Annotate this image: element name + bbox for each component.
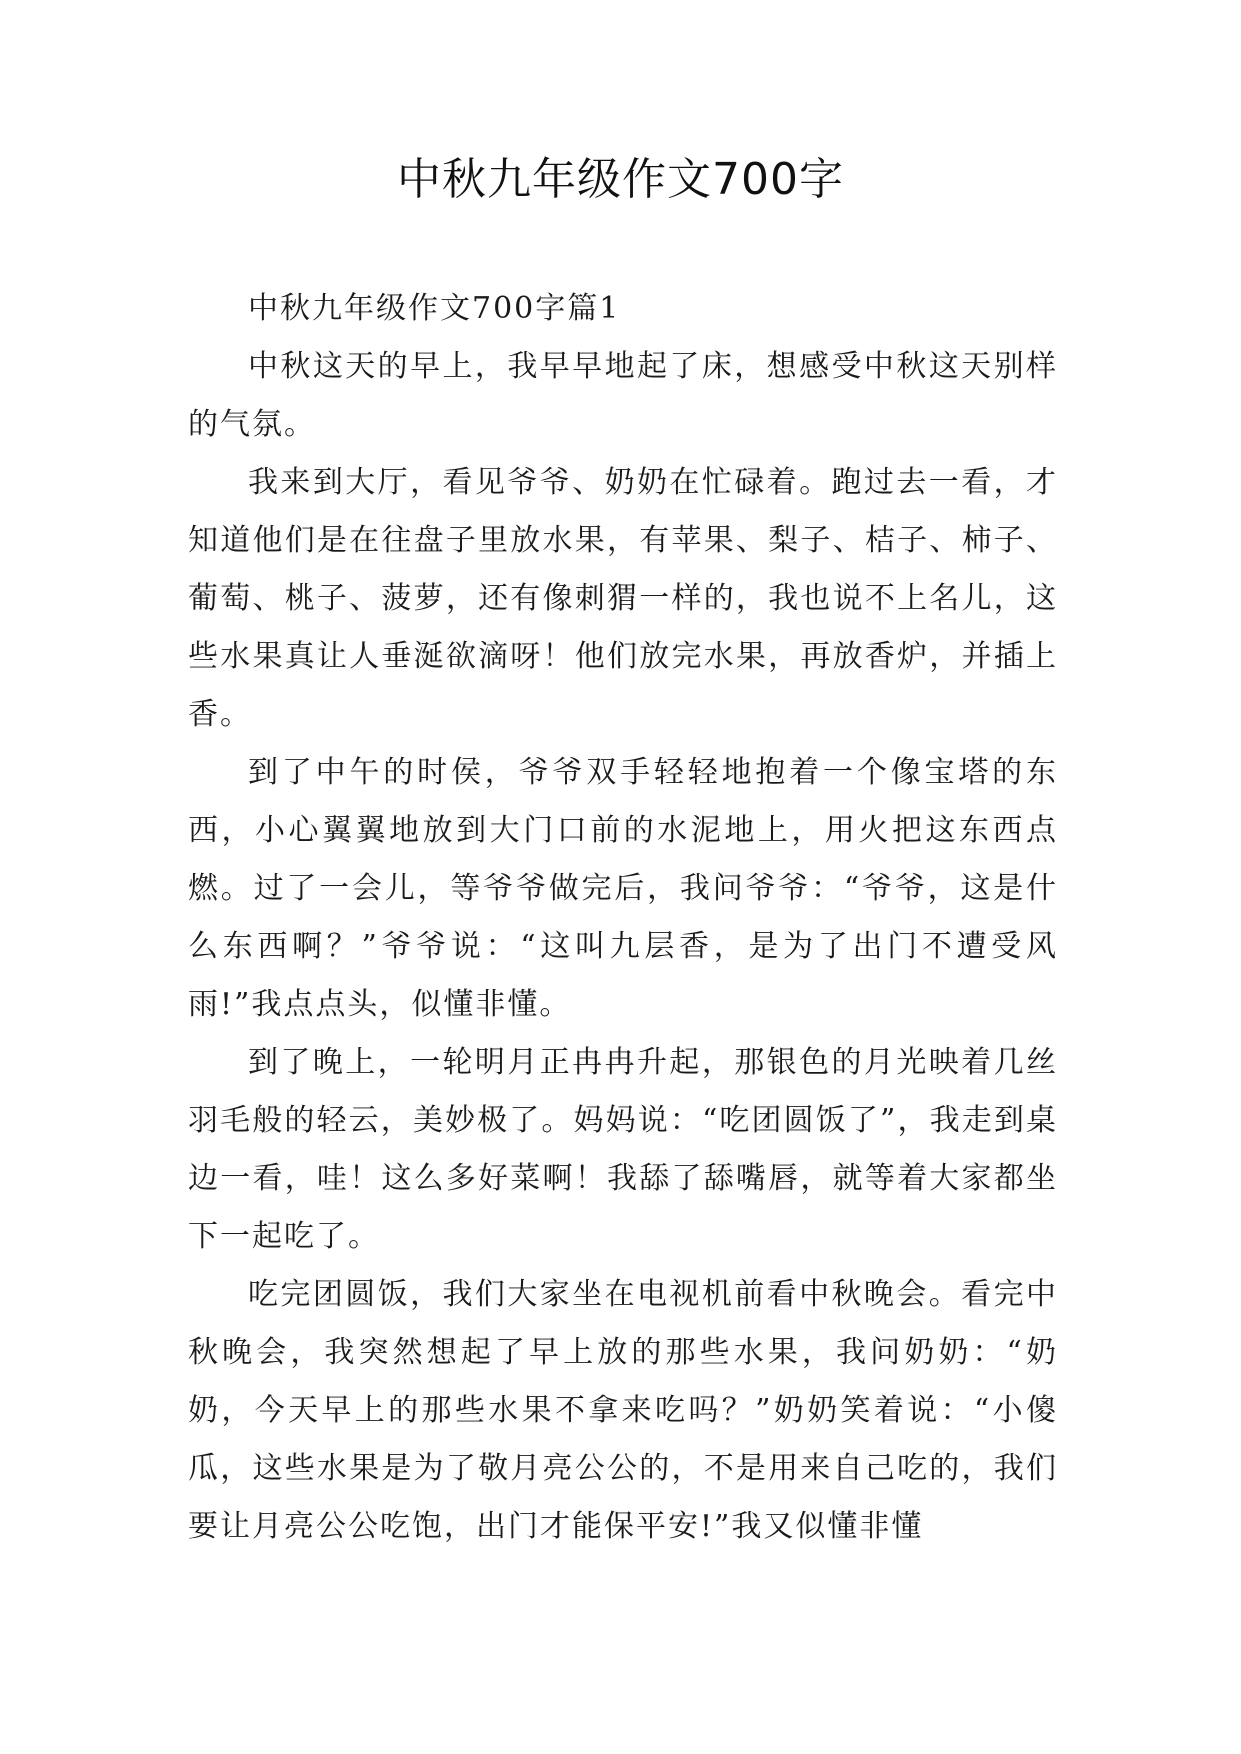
paragraph: 中秋这天的早上，我早早地起了床，想感受中秋这天别样的气氛。 [188, 349, 1058, 442]
document-title: 中秋九年级作文700字 [397, 154, 844, 205]
document-body [188, 280, 1058, 1556]
paragraph: 到了中午的时侯，爷爷双手轻轻地抱着一个像宝塔的东西，小心翼翼地放到大门口前的水泥地上，用火把这东西点燃。过了一会儿，等爷爷做完后，我问爷爷：“爷爷，这是什么东西啊？”爷爷说：“这叫九层香，是为了出门不遭受风雨!”我点点头，似懂非懂。 [188, 755, 1058, 1022]
section-heading: 中秋九年级作文700字篇1 [248, 291, 621, 326]
paragraph: 我来到大厅，看见爷爷、奶奶在忙碌着。跑过去一看，才知道他们是在往盘子里放水果，有苹果、梨子、桔子、柿子、葡萄、桃子、菠萝，还有像刺猬一样的，我也说不上名儿，这些水果真让人垂涎欲滴呀！他们放完水果，再放香炉，并插上香。 [188, 465, 1058, 732]
paragraph: 吃完团圆饭，我们大家坐在电视机前看中秋晚会。看完中秋晚会，我突然想起了早上放的那些水果，我问奶奶：“奶奶，今天早上的那些水果不拿来吃吗？”奶奶笑着说：“小傻瓜，这些水果是为了敬月亮公公的，不是用来自己吃的，我们要让月亮公公吃饱，出门才能保平安!”我又似懂非懂 [188, 1277, 1058, 1544]
paragraph: 到了晚上，一轮明月正冉冉升起，那银色的月光映着几丝羽毛般的轻云，美妙极了。妈妈说：“吃团圆饭了”，我走到桌边一看，哇！这么多好菜啊！我舔了舔嘴唇，就等着大家都坐下一起吃了。 [188, 1045, 1058, 1254]
